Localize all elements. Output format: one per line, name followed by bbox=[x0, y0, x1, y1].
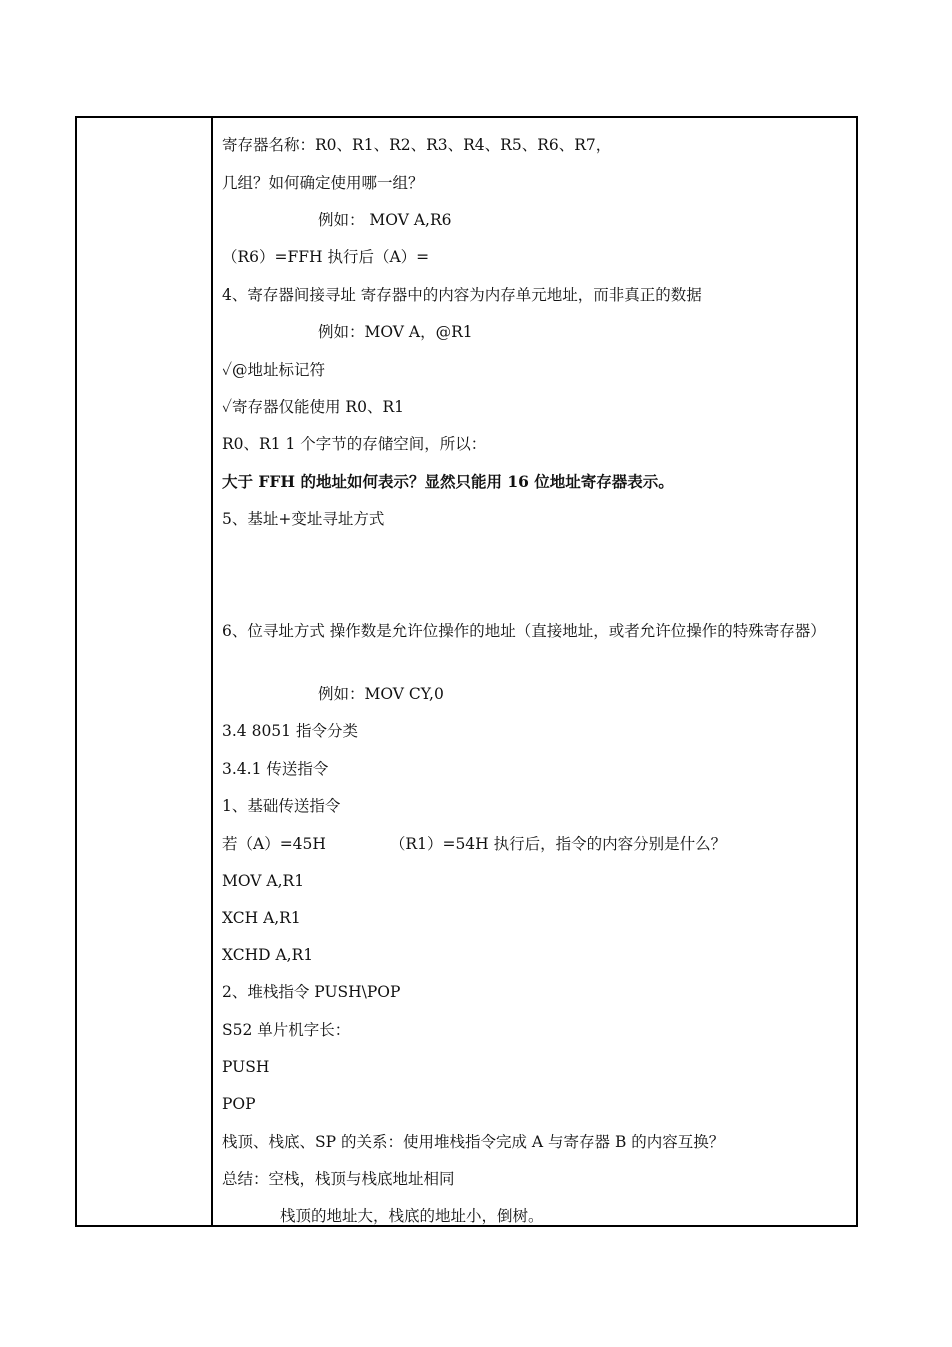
text-line: ✓@地址标记符 bbox=[222, 361, 325, 379]
document-table bbox=[75, 116, 858, 1227]
text-line: 例如：MOV A，@R1 bbox=[318, 323, 473, 341]
text-line: 3.4 8051 指令分类 bbox=[222, 722, 358, 740]
text-line: 3.4.1 传送指令 bbox=[222, 760, 329, 778]
bold-text-line: 大于 FFH 的地址如何表示？显然只能用 16 位地址寄存器表示。 bbox=[222, 472, 674, 491]
text-line: 5、基址+变址寻址方式 bbox=[222, 510, 385, 528]
text-line: ✓寄存器仅能使用 R0、R1 bbox=[222, 398, 404, 416]
text-line: POP bbox=[222, 1095, 256, 1113]
text-line: 栈顶、栈底、SP 的关系：使用堆栈指令完成 A 与寄存器 B 的内容互换？ bbox=[222, 1133, 725, 1151]
text-line: XCH A,R1 bbox=[222, 909, 301, 927]
text-line: 6、位寻址方式 操作数是允许位操作的地址（直接地址，或者允许位操作的特殊寄存器） bbox=[222, 622, 826, 640]
text-line: R0、R1 1 个字节的存储空间，所以： bbox=[222, 435, 487, 453]
text-line: 寄存器名称：R0、R1、R2、R3、R4、R5、R6、R7， bbox=[222, 136, 612, 154]
text-line: 2、堆栈指令 PUSH\POP bbox=[222, 983, 401, 1001]
text-line bbox=[222, 833, 726, 855]
text-line: XCHD A,R1 bbox=[222, 946, 314, 964]
text-line: 总结：空栈，栈顶与栈底地址相同 bbox=[222, 1170, 455, 1188]
text-line: 4、寄存器间接寻址 寄存器中的内容为内存单元地址，而非真正的数据 bbox=[222, 286, 702, 304]
left-column-cell bbox=[77, 118, 213, 1225]
text-line: 例如：MOV CY,0 bbox=[318, 685, 444, 703]
text-line: 1、基础传送指令 bbox=[222, 797, 341, 815]
text-line: 栈顶的地址大，栈底的地址小，倒树。 bbox=[280, 1207, 544, 1225]
text-line: MOV A,R1 bbox=[222, 872, 305, 890]
text-line: PUSH bbox=[222, 1058, 270, 1076]
text-line: S52 单片机字长： bbox=[222, 1021, 351, 1039]
text-line: 例如： MOV A,R6 bbox=[318, 211, 452, 229]
text-line: （R6）=FFH 执行后（A）= bbox=[222, 248, 430, 266]
text-segment: 若（A）=45H bbox=[222, 835, 326, 853]
text-segment: （R1）=54H 执行后，指令的内容分别是什么？ bbox=[389, 835, 727, 853]
text-line: 几组？如何确定使用哪一组？ bbox=[222, 174, 424, 192]
